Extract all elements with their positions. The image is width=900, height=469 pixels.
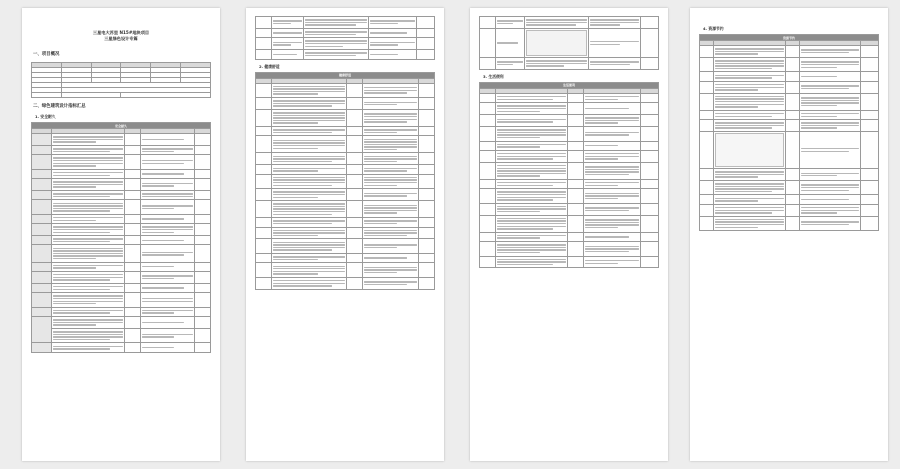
table-row — [32, 200, 211, 215]
table-row — [32, 307, 211, 316]
table-row — [700, 46, 879, 58]
table-row — [700, 81, 879, 93]
embedded-figure — [526, 30, 587, 56]
table-row — [480, 127, 659, 142]
document-title: 三星电大苏里 N15#地块项目 — [92, 30, 150, 35]
table-row — [32, 155, 211, 170]
table-row — [32, 317, 211, 329]
table-section-head: 健康舒适 — [256, 72, 435, 78]
table-row — [480, 17, 659, 29]
table-row — [700, 169, 879, 181]
subsection-heading-resources: 4. 资源节约 — [703, 26, 724, 31]
table-row — [700, 195, 879, 204]
table-row — [32, 224, 211, 236]
table-row — [32, 236, 211, 245]
table-row — [256, 98, 435, 110]
table-row — [256, 189, 435, 201]
table-row — [480, 215, 659, 232]
health-comfort-table — [255, 72, 435, 290]
table-row — [32, 169, 211, 178]
table-row — [256, 109, 435, 126]
safety-durability-table-continued — [255, 16, 435, 60]
table-row — [480, 103, 659, 115]
table-row — [480, 141, 659, 150]
table-section-head: 生活便利 — [480, 82, 659, 88]
document-subtitle: 三星绿色设计专篇 — [104, 36, 138, 41]
table-row — [256, 17, 435, 29]
table-row — [256, 127, 435, 136]
document-page-3 — [470, 8, 668, 461]
table-row — [32, 343, 211, 352]
table-row — [480, 203, 659, 215]
table-row — [480, 179, 659, 188]
document-page-1 — [22, 8, 220, 461]
table-row — [480, 162, 659, 179]
embedded-formula-figure — [715, 133, 784, 167]
table-row — [700, 216, 879, 231]
table-row — [480, 232, 659, 241]
table-row — [480, 115, 659, 127]
table-section-head: 安全耐久 — [32, 123, 211, 129]
table-row — [480, 57, 659, 69]
table-row — [480, 150, 659, 162]
subsection-heading-health: 2. 健康舒适 — [259, 63, 280, 69]
table-row — [480, 242, 659, 257]
project-info-table — [31, 62, 211, 98]
table-row — [700, 180, 879, 195]
table-row — [256, 28, 435, 37]
living-convenience-table — [479, 82, 659, 269]
resource-saving-table — [699, 34, 879, 231]
table-row — [32, 262, 211, 271]
table-row — [700, 72, 879, 81]
table-section-head: 资源节约 — [700, 35, 879, 41]
table-row — [32, 293, 211, 308]
table-row — [480, 93, 659, 102]
health-comfort-table-continued — [479, 16, 659, 70]
table-row — [480, 256, 659, 268]
table-row — [700, 57, 879, 72]
table-row — [480, 28, 659, 57]
table-row — [32, 134, 211, 146]
table-row — [700, 120, 879, 132]
table-row — [256, 165, 435, 174]
table-row — [700, 132, 879, 169]
table-row — [256, 277, 435, 289]
section-heading-project-overview: 一、项目概况 — [33, 52, 60, 57]
safety-durability-table — [31, 122, 211, 353]
table-row — [256, 83, 435, 98]
table-row — [32, 271, 211, 283]
table-row — [700, 110, 879, 119]
table-row — [256, 136, 435, 153]
table-row — [256, 153, 435, 165]
table-row — [256, 201, 435, 218]
table-row — [32, 191, 211, 200]
table-row — [32, 245, 211, 262]
table-row — [256, 174, 435, 189]
table-row — [32, 283, 211, 292]
table-row — [256, 38, 435, 50]
section-heading-indicator-summary: 二、绿色建筑设计指标汇总 — [33, 104, 86, 109]
table-row — [256, 263, 435, 278]
document-page-4 — [690, 8, 888, 461]
subsection-heading-convenience: 3. 生活便利 — [483, 73, 504, 79]
table-row — [256, 227, 435, 239]
table-row — [480, 189, 659, 204]
table-row — [32, 179, 211, 191]
document-page-2 — [246, 8, 444, 461]
table-row — [256, 218, 435, 227]
table-row — [32, 145, 211, 154]
subsection-heading-safety: 1. 安全耐久 — [35, 114, 56, 119]
table-row — [256, 50, 435, 59]
table-row — [32, 214, 211, 223]
table-row — [256, 253, 435, 262]
table-row — [700, 204, 879, 216]
table-row — [256, 239, 435, 254]
table-row — [32, 328, 211, 343]
table-row — [700, 93, 879, 110]
